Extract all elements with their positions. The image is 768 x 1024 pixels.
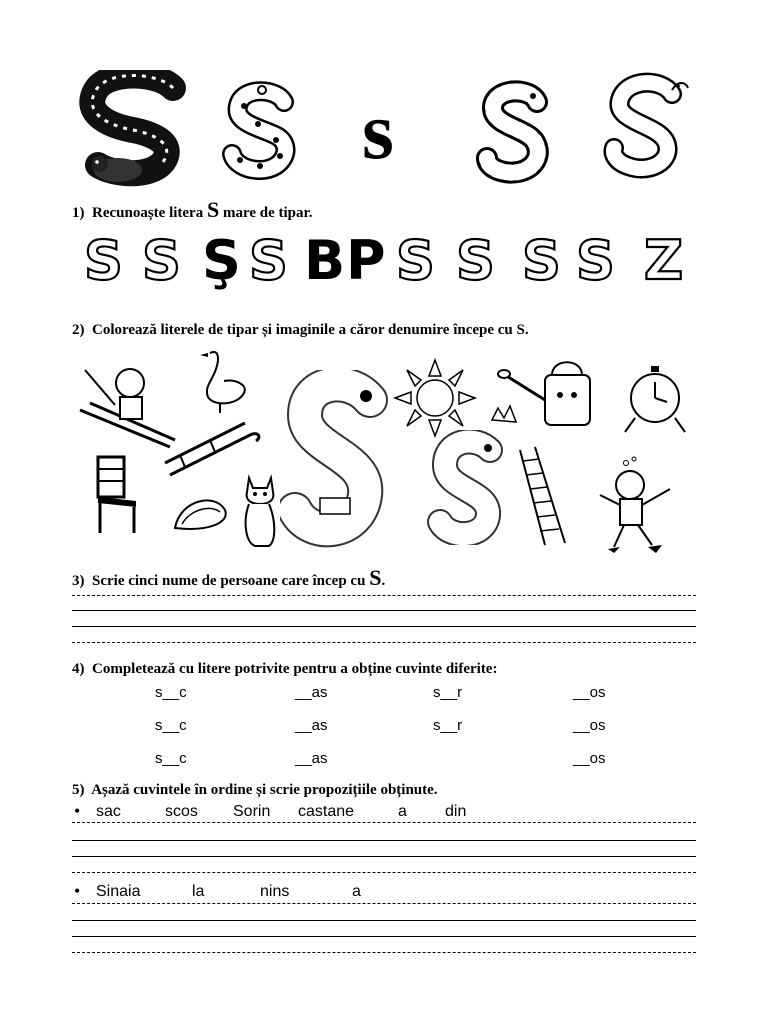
decorative-letter-glyph: P <box>346 229 386 291</box>
exercise-3-heading <box>72 565 385 591</box>
decorative-letter-glyph: S <box>456 229 495 291</box>
writing-line[interactable] <box>72 822 696 823</box>
exercise-5-heading <box>72 782 438 799</box>
decorative-letter-7[interactable] <box>392 225 448 291</box>
writing-line[interactable] <box>72 642 696 643</box>
scrambled-word: Sorin <box>233 803 271 820</box>
snake-s-illustration <box>600 70 695 182</box>
writing-line[interactable] <box>72 936 696 937</box>
exercise-4-heading <box>72 661 497 678</box>
exercise-4-text: Completează cu litere potrivite pentru a obține cuvinte diferite: <box>92 661 498 677</box>
clock-illustration <box>615 360 695 440</box>
writing-line[interactable] <box>72 595 696 596</box>
watering-can-illustration <box>490 350 600 435</box>
decorative-letter-glyph: S <box>576 229 615 291</box>
patterned-s-illustration <box>475 80 560 185</box>
exercise-1-text-after: mare de tipar. <box>222 205 313 221</box>
scrambled-word: a <box>352 883 361 900</box>
coloring-illustrations <box>75 345 695 555</box>
decorative-letter-2[interactable] <box>138 225 194 291</box>
exercise-3-end: . <box>381 573 386 589</box>
decorative-letter-glyph: S <box>84 229 123 291</box>
decorative-letter-8[interactable] <box>452 225 508 291</box>
exercise-1-letter: S <box>206 197 220 222</box>
bullet-marker: • <box>74 801 81 821</box>
decorative-letter-glyph: S <box>249 229 288 291</box>
decorative-letter-11[interactable] <box>640 225 696 291</box>
shell-illustration <box>170 490 230 535</box>
decorative-letter-glyph: Ş <box>202 229 241 291</box>
exercise-2-heading <box>72 322 529 339</box>
fill-word[interactable]: __as <box>295 717 328 734</box>
fill-word[interactable]: s__c <box>155 717 187 734</box>
decorative-letter-glyph: S <box>522 229 561 291</box>
scrambled-word: nins <box>260 883 290 900</box>
fill-word[interactable]: __os <box>573 684 606 701</box>
exercise-2-text: Colorează literele de tipar și imaginile a căror denumire începe cu S. <box>92 322 529 338</box>
writing-line[interactable] <box>72 903 696 904</box>
fill-word[interactable]: __as <box>295 684 328 701</box>
diver-illustration <box>590 455 685 555</box>
exercise-1-heading <box>72 197 313 223</box>
goose-illustration <box>190 345 250 415</box>
fill-word[interactable]: s__r <box>433 684 463 701</box>
exercise-3-number: 3) <box>72 573 85 589</box>
writing-line[interactable] <box>72 856 696 857</box>
fill-word[interactable]: __os <box>573 717 606 734</box>
decorative-letter-10[interactable] <box>572 225 628 291</box>
exercise-4-number: 4) <box>72 661 85 677</box>
big-plain-s: s <box>362 85 394 176</box>
exercise-5-text: Așază cuvintele în ordine și scrie propozițiile obținute. <box>91 782 438 798</box>
exercise-5-number: 5) <box>72 782 85 798</box>
bullet-marker: • <box>74 881 81 901</box>
fill-word[interactable]: __as <box>295 750 328 767</box>
scrambled-word: la <box>192 883 205 900</box>
fill-word[interactable]: s__c <box>155 750 187 767</box>
fill-word[interactable]: __os <box>573 750 606 767</box>
writing-line[interactable] <box>72 626 696 627</box>
spotted-s-illustration <box>222 80 302 180</box>
skunk-s-illustration <box>78 70 193 188</box>
exercise-3-text: Scrie cinci nume de persoane care încep cu <box>92 573 366 589</box>
writing-line[interactable] <box>72 952 696 953</box>
scrambled-word: a <box>398 803 407 820</box>
writing-line[interactable] <box>72 872 696 873</box>
exercise-2-number: 2) <box>72 322 85 338</box>
decorative-letter-glyph: B <box>304 229 346 291</box>
writing-line[interactable] <box>72 920 696 921</box>
writing-line[interactable] <box>72 610 696 611</box>
chair-illustration <box>90 455 145 535</box>
decorative-letter-glyph: S <box>142 229 181 291</box>
scrambled-word: din <box>445 803 467 820</box>
decorative-letter-1[interactable] <box>80 225 136 291</box>
decorative-letter-row <box>80 225 700 295</box>
exercise-1-number: 1) <box>72 205 85 221</box>
exercise-3-letter: S <box>369 565 382 590</box>
scrambled-word: Sinaia <box>96 883 141 900</box>
fill-word[interactable]: s__c <box>155 684 187 701</box>
decorative-letter-9[interactable] <box>518 225 574 291</box>
fill-word[interactable]: s__r <box>433 717 463 734</box>
scrambled-word: scos <box>165 803 198 820</box>
decorative-letter-4[interactable] <box>245 225 301 291</box>
ladder-illustration <box>515 445 575 550</box>
cat-illustration <box>235 470 285 550</box>
small-fish-s-illustration <box>420 430 510 545</box>
decorative-letter-6[interactable] <box>342 225 398 291</box>
writing-line[interactable] <box>72 840 696 841</box>
scrambled-word: castane <box>298 803 355 820</box>
decorative-letter-glyph: S <box>396 229 435 291</box>
scrambled-word: sac <box>96 803 121 820</box>
top-letters <box>70 65 700 190</box>
fish-s-illustration <box>280 370 390 550</box>
decorative-letter-glyph: Z <box>644 229 684 291</box>
exercise-1-text-before: Recunoaște litera <box>92 205 204 221</box>
